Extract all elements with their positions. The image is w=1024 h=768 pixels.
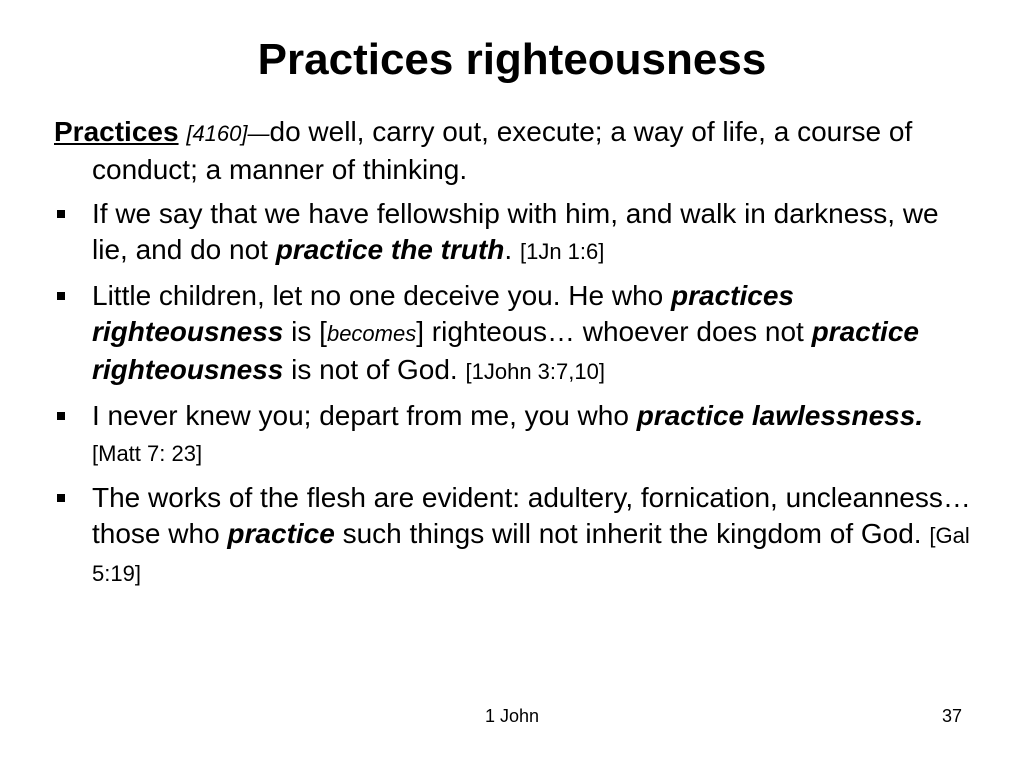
slide-body [54,114,974,600]
square-bullet-icon [57,292,65,300]
slide-title: Practices righteousness [257,35,767,84]
bullet-text: is not of God. [283,354,466,385]
scripture-reference: [Matt 7: 23] [92,441,203,466]
definition-paragraph [54,114,974,188]
definition-dash: — [247,121,270,146]
bullet-text: such things will not inherit the kingdom of God. [334,518,930,549]
definition-term: Practices [54,116,179,147]
bullet-text: Little children, let no one deceive you. He who [92,280,672,311]
bullet-emphasis: practices righteousness [92,280,794,347]
bullet-emphasis: practice [227,518,335,549]
square-bullet-icon [57,412,65,420]
bracket-note: becomes [326,321,417,346]
bullet-emphasis: practice lawlessness. [636,400,924,431]
scripture-reference: [1John 3:7,10] [465,359,605,384]
definition-text: do well, carry out, execute; a way of life, a course of conduct; a manner of thinking. [92,116,913,185]
strong-reference: [4160] [186,121,248,146]
page-number: 37 [941,706,962,726]
square-bullet-icon [57,210,65,218]
bullet-item [54,398,974,472]
bullet-emphasis: practice the truth [275,234,505,265]
bullet-text: I never knew you; depart from me, you who [92,400,637,431]
bullet-item [54,278,974,390]
bullet-item [54,196,974,270]
bullet-list [54,196,974,592]
scripture-reference: [Gal 5:19] [92,523,970,586]
bullet-text: The works of the flesh are evident: adultery, fornication, uncleanness… those who [92,482,971,549]
footer-label: 1 John [484,706,540,726]
bullet-text: If we say that we have fellowship with him, and walk in darkness, we lie, and do not [92,198,939,265]
bullet-text: is [ [283,316,327,347]
bullet-text: ] righteous… whoever does not [416,316,812,347]
square-bullet-icon [57,494,65,502]
bullet-item [54,480,974,592]
scripture-reference: [1Jn 1:6] [519,239,605,264]
bullet-emphasis: practice righteousness [92,316,919,385]
bullet-text: . [504,234,520,265]
